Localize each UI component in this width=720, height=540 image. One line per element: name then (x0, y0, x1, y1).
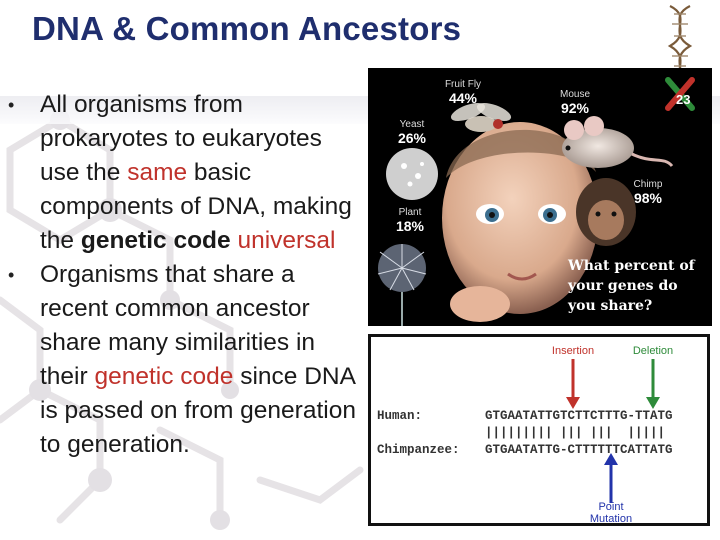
chimp-sequence: GTGAATATTG-CTTTTTTCATTATG (485, 443, 673, 457)
bullet-item (6, 258, 362, 462)
bullet2-text: Organisms that share a recent common ancestor share many similarities in their (40, 261, 316, 390)
match-line: ||||||||| ||| ||| ||||| (485, 426, 666, 440)
human-label: Human: (377, 409, 423, 423)
bullet1-genetic-code: genetic code (80, 227, 231, 254)
insertion-label: Insertion (551, 345, 595, 357)
chimp-label: Chimp 98% (633, 179, 663, 206)
logo-text: 23 (676, 92, 691, 107)
slide-title: DNA & Common Ancestors (32, 10, 462, 47)
human-sequence: GTGAATATTGTCTTCTTTG-TTATG (485, 409, 673, 423)
plant-image (378, 244, 426, 326)
sequence-comparison-figure (368, 334, 710, 526)
infographic-question: What percent of your genes do you share? (568, 258, 695, 314)
bullet1-same: same (127, 159, 188, 186)
yeast-image (386, 148, 438, 200)
bullet-item (6, 88, 362, 258)
fruit-fly-label: Fruit Fly 44% (444, 79, 482, 106)
bullet2-text2: since DNA is passed on from generation to generation. (40, 363, 356, 458)
bullet1-text: All organisms from prokaryotes to eukaryotes use the (40, 91, 322, 186)
bullet1-text2: basic components of DNA, making the (40, 159, 352, 254)
point-mutation-label: Point Mutation (589, 501, 633, 525)
bullet-icon: • (8, 265, 15, 285)
bullet-icon: • (8, 95, 15, 115)
mouse-image (562, 116, 672, 168)
deletion-label: Deletion (632, 345, 674, 357)
bullet-list (6, 88, 362, 462)
bullet1-universal: universal (237, 227, 336, 254)
plant-label: Plant 18% (395, 207, 425, 234)
chimp-label: Chimpanzee: (377, 443, 460, 457)
bullet2-genetic-code: genetic code (94, 363, 234, 390)
mouse-label: Mouse 92% (559, 89, 590, 116)
genes-infographic (368, 68, 712, 326)
yeast-label: Yeast 26% (397, 119, 427, 146)
